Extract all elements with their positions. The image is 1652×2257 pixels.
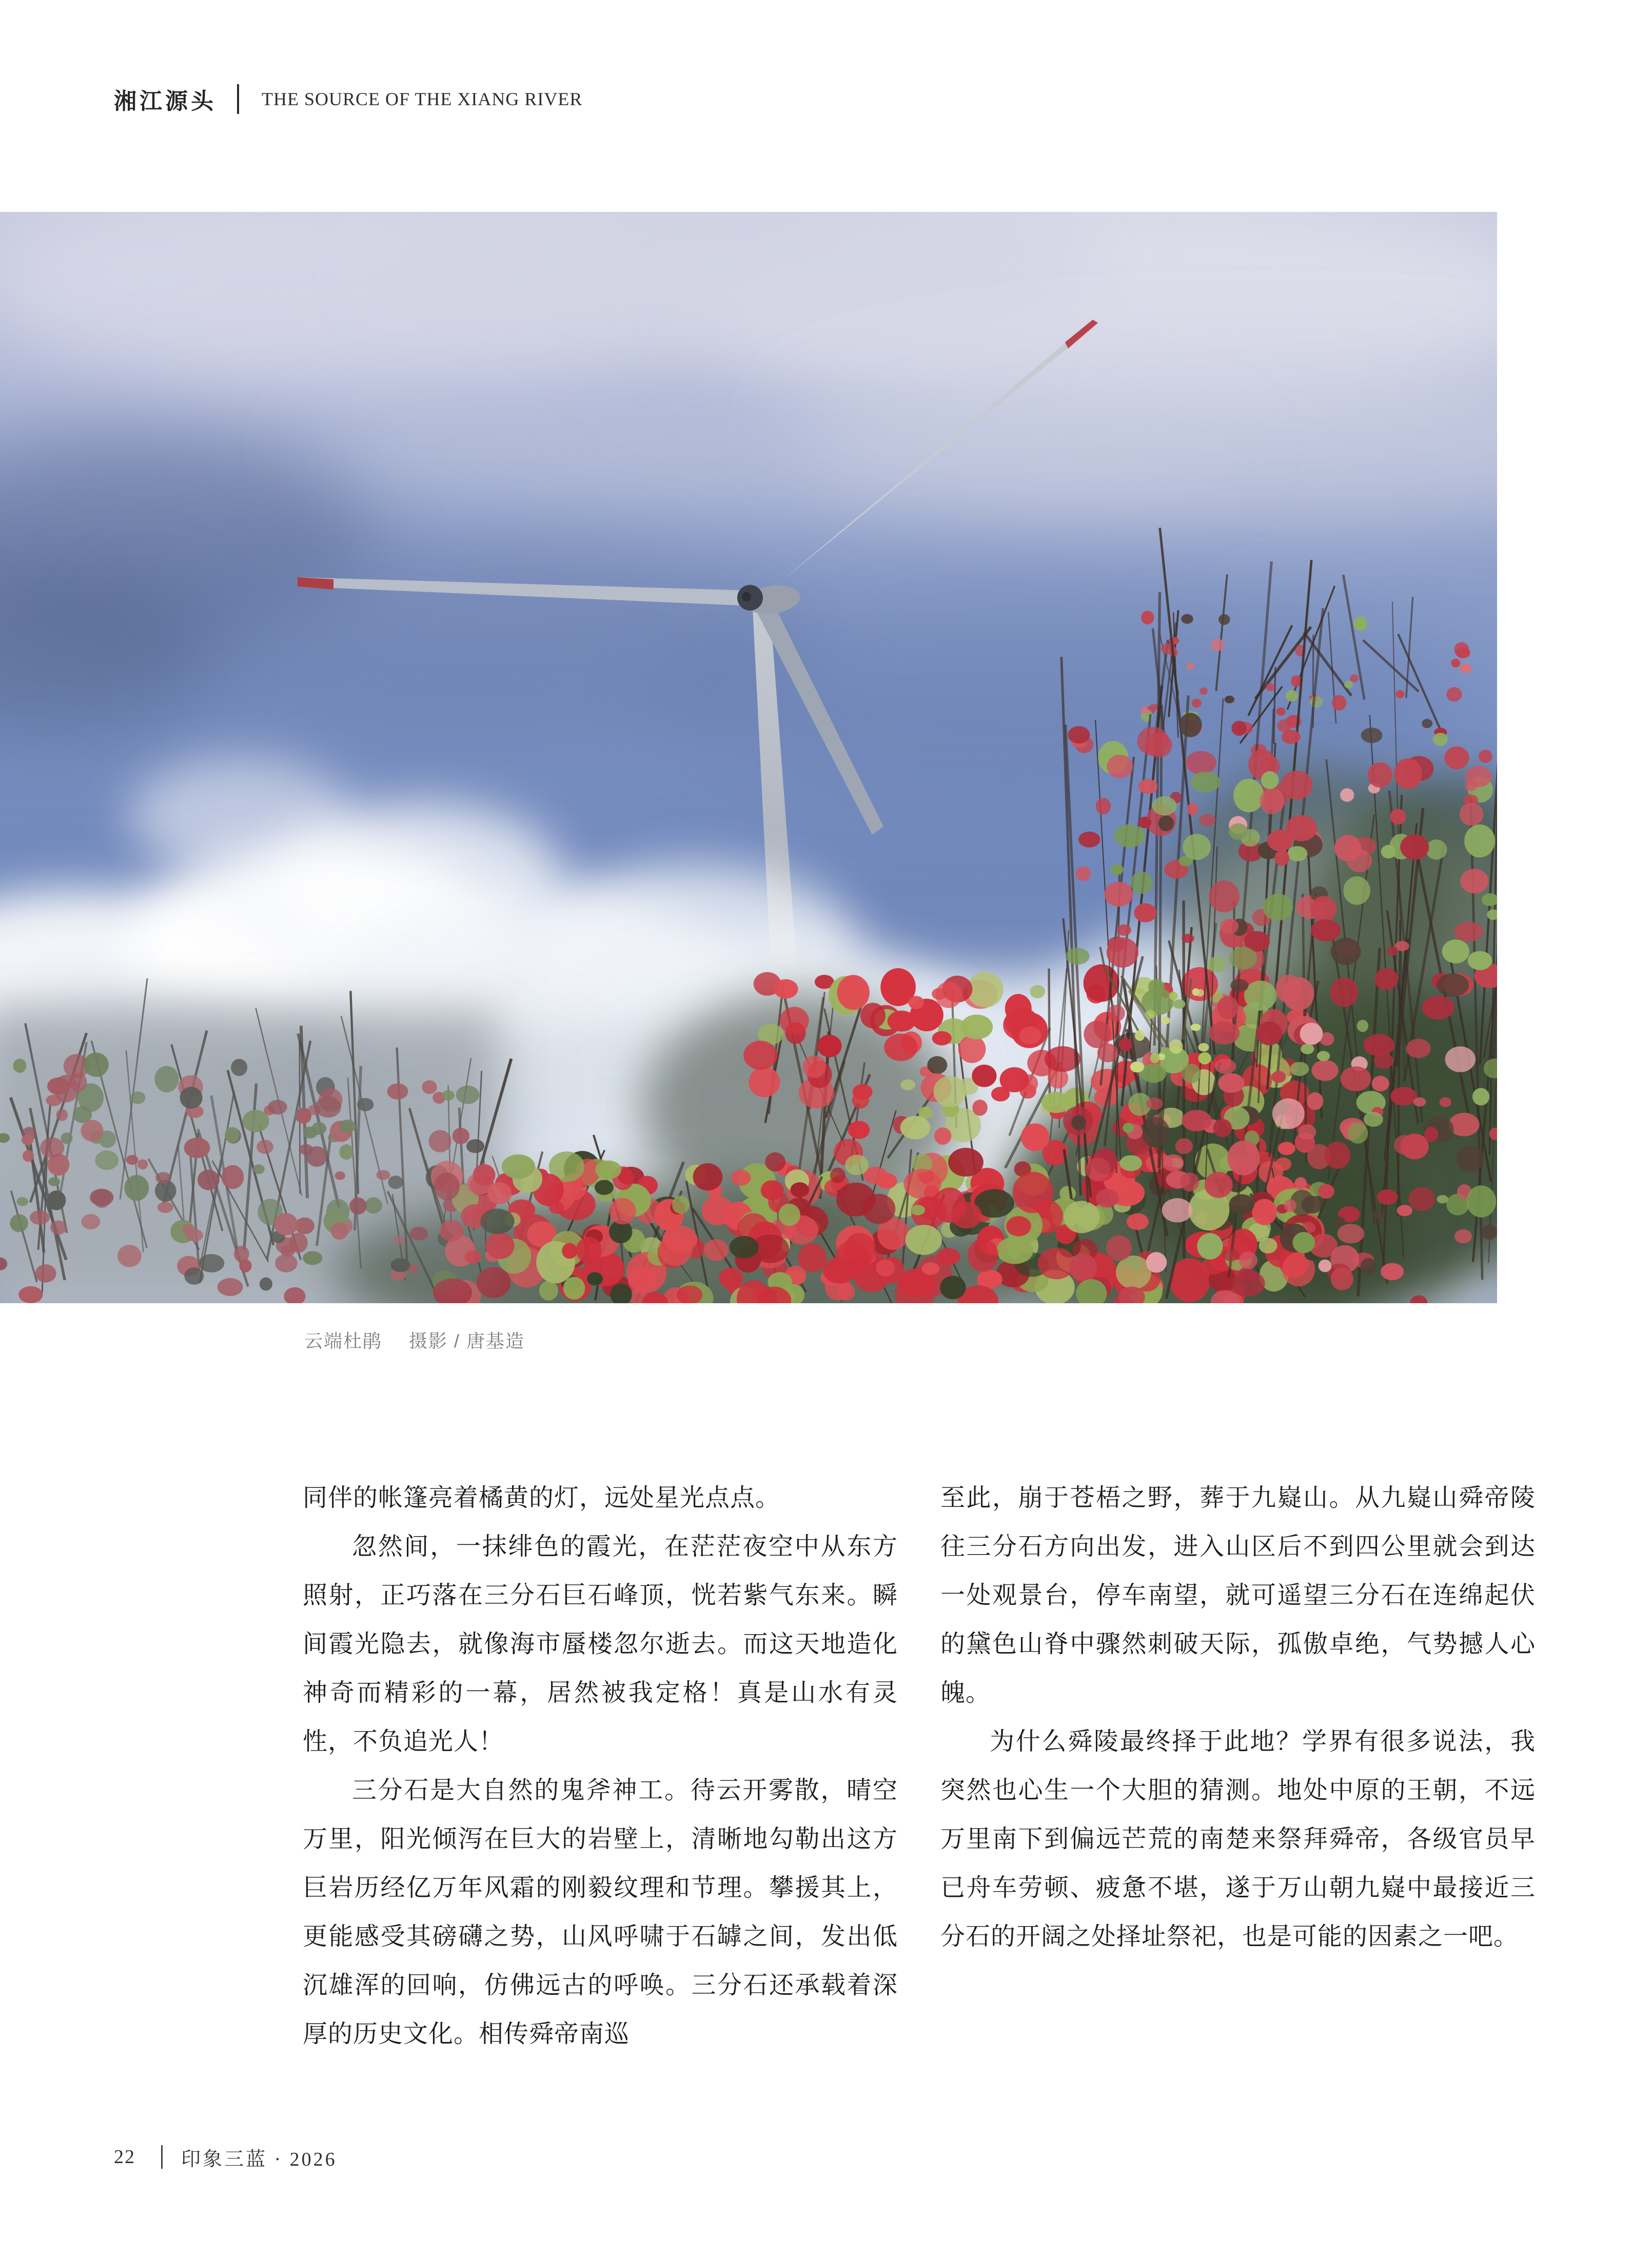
page-number: 22 (114, 2146, 135, 2168)
footer-divider (161, 2145, 163, 2169)
paragraph: 为什么舜陵最终择于此地？学界有很多说法，我突然也心生一个大胆的猜测。地处中原的王朝，不远万里南下到偏远芒荒的南楚来祭拜舜帝，各级官员早已舟车劳顿、疲惫不堪，遂于万山朝九嶷中最接近三分石的开阔之处择址祭祀，也是可能的因素之一吧。 (940, 1728, 1536, 1950)
caption-credit: 摄影 / 唐基造 (409, 1330, 525, 1351)
article-column-right (940, 1474, 1536, 1961)
photo-caption (304, 1327, 525, 1353)
photo-illustration (0, 212, 1497, 1303)
paragraph: 三分石是大自然的鬼斧神工。待云开雾散，晴空万里，阳光倾泻在巨大的岩壁上，清晰地勾勒出这方巨岩历经亿万年风霜的刚毅纹理和节理。攀援其上，更能感受其磅礴之势，山风呼啸于石罅之间，发出低沉雄浑的回响，仿佛远古的呼唤。三分石还承载着深厚的历史文化。相传舜帝南巡 (303, 1777, 898, 2048)
header-divider (237, 84, 239, 114)
page-footer (114, 2143, 337, 2171)
article-column-left (303, 1474, 898, 2058)
paragraph: 同伴的帐篷亮着橘黄的灯，远处星光点点。 (303, 1484, 781, 1512)
left-mist-veil (0, 1033, 503, 1303)
section-title-en: THE SOURCE OF THE XIANG RIVER (262, 89, 583, 109)
paragraph: 至此，崩于苍梧之野，葬于九嶷山。从九嶷山舜帝陵往三分石方向出发，进入山区后不到四公里就会到达一处观景台，停车南望，就可遥望三分石在连绵起伏的黛色山脊中骤然刺破天际，孤傲卓绝，气势撼人心魄。 (940, 1484, 1536, 1706)
section-title-zh: 湘江源头 (114, 89, 217, 114)
feature-photo (0, 212, 1497, 1303)
magazine-name: 印象三蓝 · 2026 (181, 2148, 337, 2170)
page-header (114, 81, 582, 117)
caption-title: 云端杜鹃 (304, 1330, 383, 1351)
paragraph: 忽然间，一抹绯色的霞光，在茫茫夜空中从东方照射，正巧落在三分石巨石峰顶，恍若紫气东来。瞬间霞光隐去，就像海市蜃楼忽尔逝去。而这天地造化神奇而精彩的一幕，居然被我定格！真是山水有灵性，不负追光人！ (303, 1533, 898, 1755)
